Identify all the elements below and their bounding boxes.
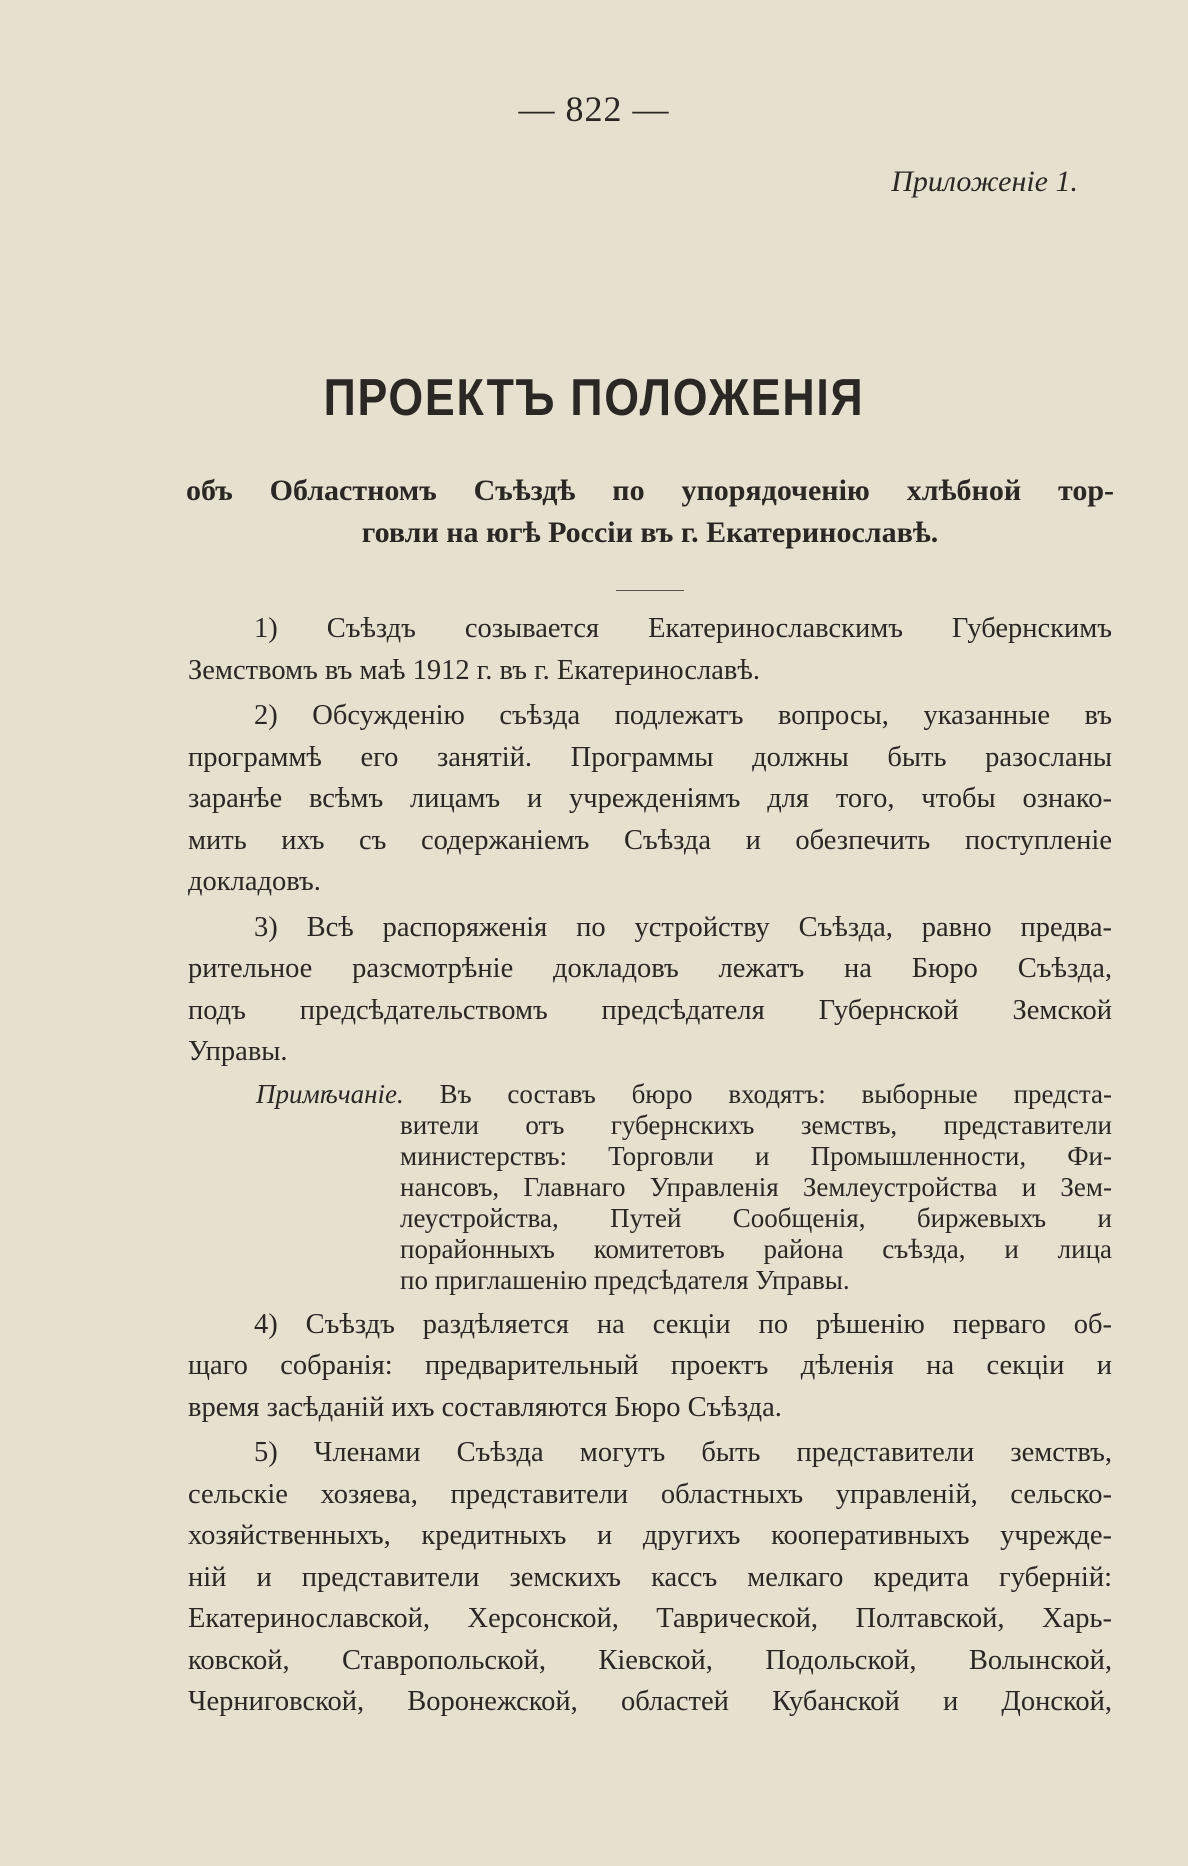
section-2 <box>188 695 1112 903</box>
body-line: Черниговской, Воронежской, областей Кубанской и Донской, <box>188 1686 1112 1717</box>
document-body <box>188 608 1112 1723</box>
body-line: Земствомъ въ маѣ 1912 г. въ г. Екатеринославѣ. <box>188 654 760 686</box>
section-3 <box>188 907 1112 1073</box>
note-line: нансовъ, Главнаго Управленія Землеустройства и Зем- <box>400 1171 1112 1202</box>
body-line: 2) Обсужденію съѣзда подлежатъ вопросы, указанные въ <box>254 700 1112 731</box>
body-line: Екатеринославской, Херсонской, Таврической, Полтавской, Харь- <box>188 1603 1112 1634</box>
note-text: Въ составъ бюро входятъ: выборные предста- <box>439 1078 1112 1109</box>
note-line: вители отъ губернскихъ земствъ, представители <box>400 1109 1112 1140</box>
note-line: по приглашенію предсѣдателя Управы. <box>400 1264 850 1295</box>
note-line: леустройства, Путей Сообщенія, биржевыхъ и <box>400 1202 1112 1233</box>
subtitle-line: объ Областномъ Съѣздѣ по упорядоченію хлѣбной тор- <box>186 474 1114 507</box>
body-line: программѣ его занятій. Программы должны быть разосланы <box>188 741 1112 773</box>
body-line: сельскіе хозяева, представители областныхъ управленій, сельско- <box>188 1478 1112 1510</box>
note-line: порайонныхъ комитетовъ района съѣзда, и лица <box>400 1233 1112 1264</box>
body-line: ковской, Ставропольской, Кіевской, Подольской, Волынской, <box>188 1644 1112 1676</box>
body-line: 5) Членами Съѣзда могутъ быть представители земствъ, <box>254 1437 1112 1468</box>
appendix-label: Приложеніе 1. <box>891 165 1078 198</box>
body-line: заранѣе всѣмъ лицамъ и учрежденіямъ для того, чтобы ознако- <box>188 783 1112 814</box>
body-line: докладовъ. <box>188 866 321 897</box>
section-3-note <box>188 1079 1112 1296</box>
body-line: рительное разсмотрѣніе докладовъ лежатъ на Бюро Съѣзда, <box>188 953 1112 984</box>
body-line: Управы. <box>188 1036 288 1067</box>
body-line: щаго собранія: предварительный проектъ дѣленія на секціи и <box>188 1350 1112 1381</box>
note-line <box>188 1079 1112 1110</box>
divider-rule <box>616 590 684 591</box>
body-line: подъ предсѣдательствомъ предсѣдателя Губернской Земской <box>188 994 1112 1026</box>
body-line: 4) Съѣздъ раздѣляется на секціи по рѣшенію перваго об- <box>254 1308 1112 1340</box>
document-title: ПРОЕКТЪ ПОЛОЖЕНІЯ <box>323 369 865 427</box>
page-number: — 822 — <box>518 89 670 129</box>
note-line: министерствъ: Торговли и Промышленности, Фи- <box>400 1140 1112 1171</box>
body-line: ній и представители земскихъ кассъ мелкаго кредита губерній: <box>188 1561 1112 1593</box>
note-label: Примѣчаніе. <box>256 1078 404 1109</box>
body-line: 1) Съѣздъ созывается Екатеринославскимъ Губернскимъ <box>254 613 1112 644</box>
subtitle-line: говли на югѣ Россіи въ г. Екатеринославѣ. <box>361 516 939 549</box>
body-line: 3) Всѣ распоряженія по устройству Съѣзда, равно предва- <box>254 911 1112 943</box>
document-subtitle <box>186 470 1114 554</box>
section-1 <box>188 608 1112 691</box>
body-line: время засѣданій ихъ составляются Бюро Съѣзда. <box>188 1391 782 1423</box>
section-5 <box>188 1432 1112 1723</box>
body-line: мить ихъ съ содержаніемъ Съѣзда и обезпечить поступленіе <box>188 824 1112 856</box>
body-line: хозяйственныхъ, кредитныхъ и другихъ кооперативныхъ учрежде- <box>188 1520 1112 1551</box>
section-4 <box>188 1304 1112 1429</box>
